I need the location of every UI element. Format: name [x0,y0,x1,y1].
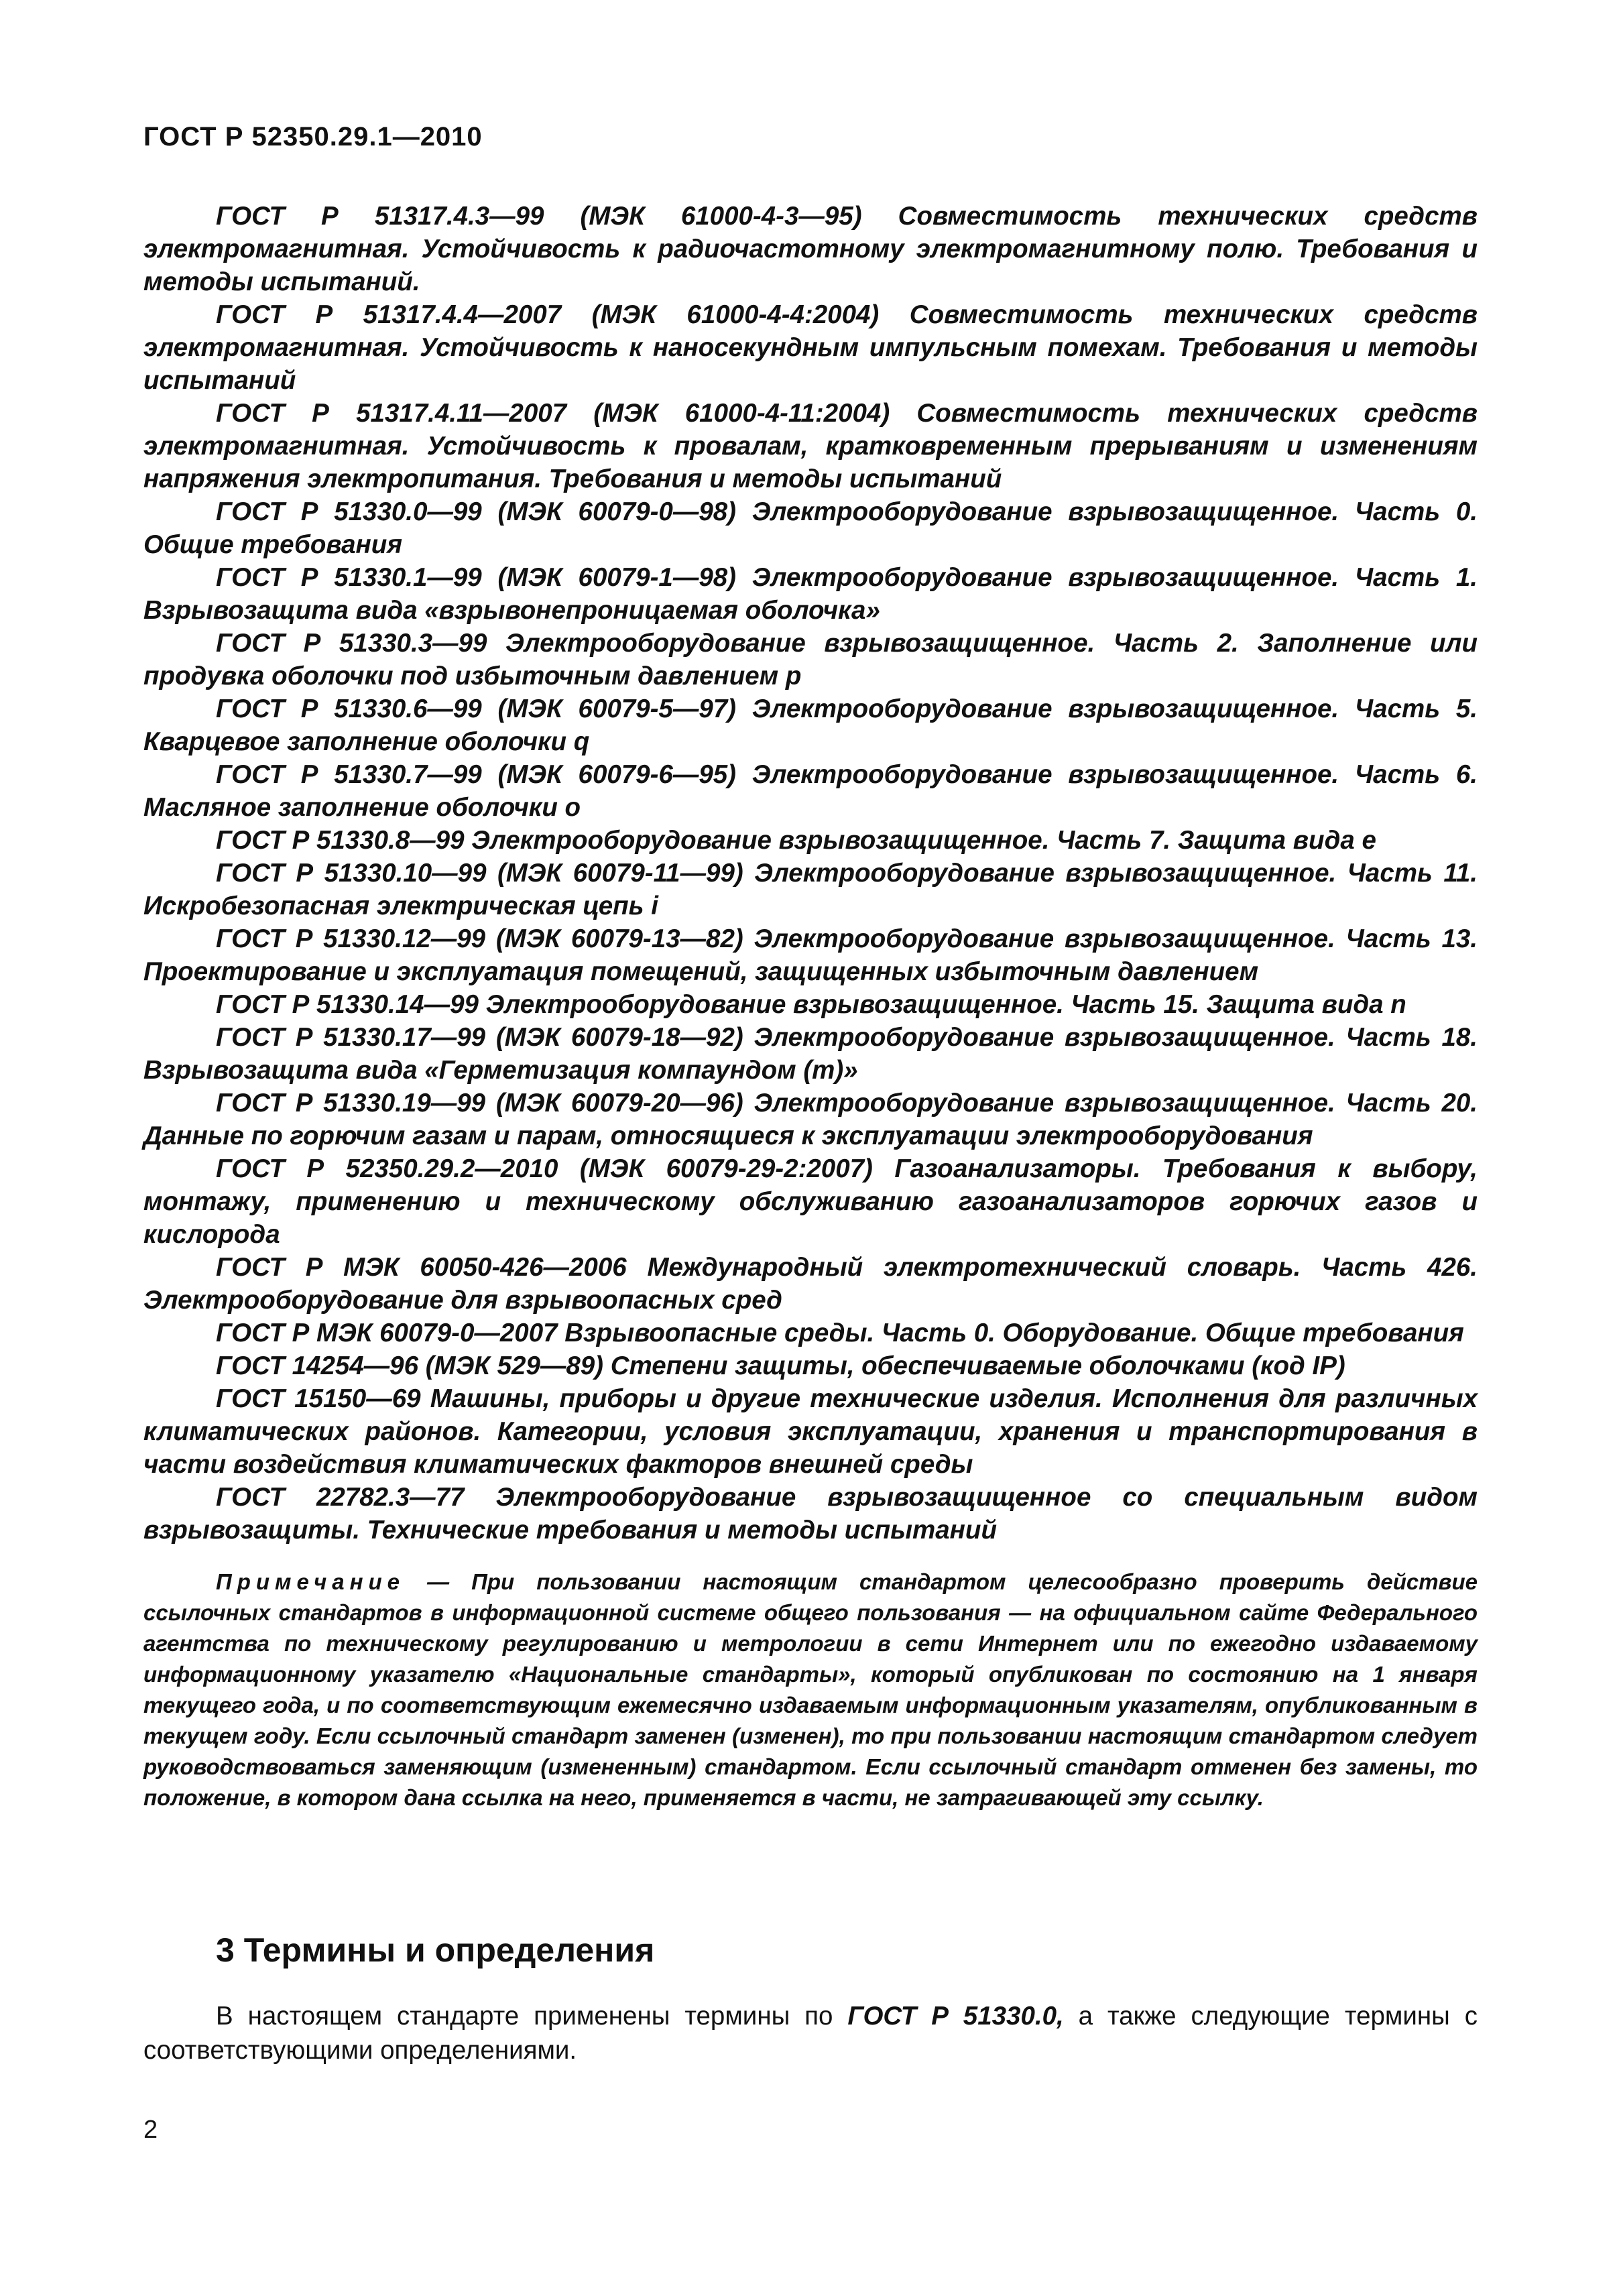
reference-item: ГОСТ Р МЭК 60079-0—2007 Взрывоопасные среды. Часть 0. Оборудование. Общие требования [216,1319,1464,1347]
reference-item: ГОСТ Р 51317.4.4—2007 (МЭК 61000-4-4:2004) Совместимость технических средств электромагнитная. Устойчивость к наносекундным импульсным помехам. Требования и методы испытаний [143,300,1478,395]
reference-item: ГОСТ 14254—96 (МЭК 529—89) Степени защиты, обеспечиваемые оболочками (код IP) [216,1351,1345,1380]
reference-item: ГОСТ Р 51330.6—99 (МЭК 60079-5—97) Электрооборудование взрывозащищенное. Часть 5. Кварцевое заполнение оболочки q [143,694,1478,756]
reference-item: ГОСТ Р МЭК 60050-426—2006 Международный электротехнический словарь. Часть 426. Электрооборудование для взрывоопасных сред [143,1253,1478,1315]
reference-item: ГОСТ Р 51317.4.3—99 (МЭК 61000-4-3—95) Совместимость технических средств электромагнитная. Устойчивость к радиочастотному электромагнитному полю. Требования и методы испытаний. [143,202,1478,296]
intro-text-after: а также следующие термины с соответствующими определениями. [143,2002,1478,2065]
reference-item: ГОСТ Р 51330.12—99 (МЭК 60079-13—82) Электрооборудование взрывозащищенное. Часть 13. Проектирование и эксплуатация помещений, защищенных избыточным давлением [143,924,1478,986]
section-title: 3 Термины и определения [216,1931,655,1969]
note-text: — При пользовании настоящим стандартом целесообразно проверить действие ссылочных стандартов в информационной системе общего пользования — на официальном сайте Федерального агентства по техническому регулированию и метрологии в сети Интернет или по ежегодно издаваемому информационному указателю «Национальные стандарты», который опубликован по состоянию на 1 января текущего года, и по соответствующим ежемесячно издаваемым информационным указателям, опубликованным в текущем году. Если ссылочный стандарт заменен (изменен), то при пользовании настоящим стандартом следует руководствоваться заменяющим (измененным) стандартом. Если ссылочный стандарт отменен без замены, то положение, в котором дана ссылка на него, применяется в части, не затрагивающей эту ссылку. [143,1569,1478,1810]
intro-reference: ГОСТ Р 51330.0, [847,2002,1064,2031]
note-paragraph [143,1567,1478,1813]
reference-item: ГОСТ 22782.3—77 Электрооборудование взрывозащищенное со специальным видом взрывозащиты. Технические требования и методы испытаний [143,1483,1478,1545]
reference-item: ГОСТ 15150—69 Машины, приборы и другие технические изделия. Исполнения для различных климатических районов. Категории, условия эксплуатации, хранения и транспортирования в части воздействия климатических факторов внешней среды [143,1384,1478,1479]
reference-item: ГОСТ Р 51330.3—99 Электрооборудование взрывозащищенное. Часть 2. Заполнение или продувка оболочки под избыточным давлением p [143,629,1478,690]
reference-item: ГОСТ Р 51330.8—99 Электрооборудование взрывозащищенное. Часть 7. Защита вида e [216,826,1376,855]
reference-item: ГОСТ Р 51330.10—99 (МЭК 60079-11—99) Электрооборудование взрывозащищенное. Часть 11. Искробезопасная электрическая цепь i [143,859,1478,920]
document-header: ГОСТ Р 52350.29.1—2010 [143,122,483,152]
reference-item: ГОСТ Р 51330.17—99 (МЭК 60079-18—92) Электрооборудование взрывозащищенное. Часть 18. Взрывозащита вида «Герметизация компаундом (m)» [143,1023,1478,1085]
note-label: Примечание [216,1569,406,1594]
reference-item: ГОСТ Р 51330.0—99 (МЭК 60079-0—98) Электрооборудование взрывозащищенное. Часть 0. Общие требования [143,497,1478,559]
intro-text-before: В настоящем стандарте применены термины по [216,2002,848,2031]
reference-item: ГОСТ Р 51330.7—99 (МЭК 60079-6—95) Электрооборудование взрывозащищенное. Часть 6. Масляное заполнение оболочки o [143,760,1478,822]
reference-item: ГОСТ Р 51317.4.11—2007 (МЭК 61000-4-11:2004) Совместимость технических средств электромагнитная. Устойчивость к провалам, кратковременным прерываниям и изменениям напряжения электропитания. Требования и методы испытаний [143,399,1478,493]
reference-item: ГОСТ Р 51330.1—99 (МЭК 60079-1—98) Электрооборудование взрывозащищенное. Часть 1. Взрывозащита вида «взрывонепроницаемая оболочка» [143,563,1478,625]
reference-item: ГОСТ Р 51330.19—99 (МЭК 60079-20—96) Электрооборудование взрывозащищенное. Часть 20. Данные по горючим газам и парам, относящиеся к эксплуатации электрооборудования [143,1089,1478,1150]
reference-item: ГОСТ Р 52350.29.2—2010 (МЭК 60079-29-2:2007) Газоанализаторы. Требования к выбору, монтажу, применению и техническому обслуживанию газоанализаторов горючих газов и кислорода [143,1154,1478,1249]
section-intro [143,1999,1478,2067]
reference-item: ГОСТ Р 51330.14—99 Электрооборудование взрывозащищенное. Часть 15. Защита вида n [216,990,1406,1019]
normative-references [143,200,1478,1813]
page-number: 2 [143,2116,158,2144]
